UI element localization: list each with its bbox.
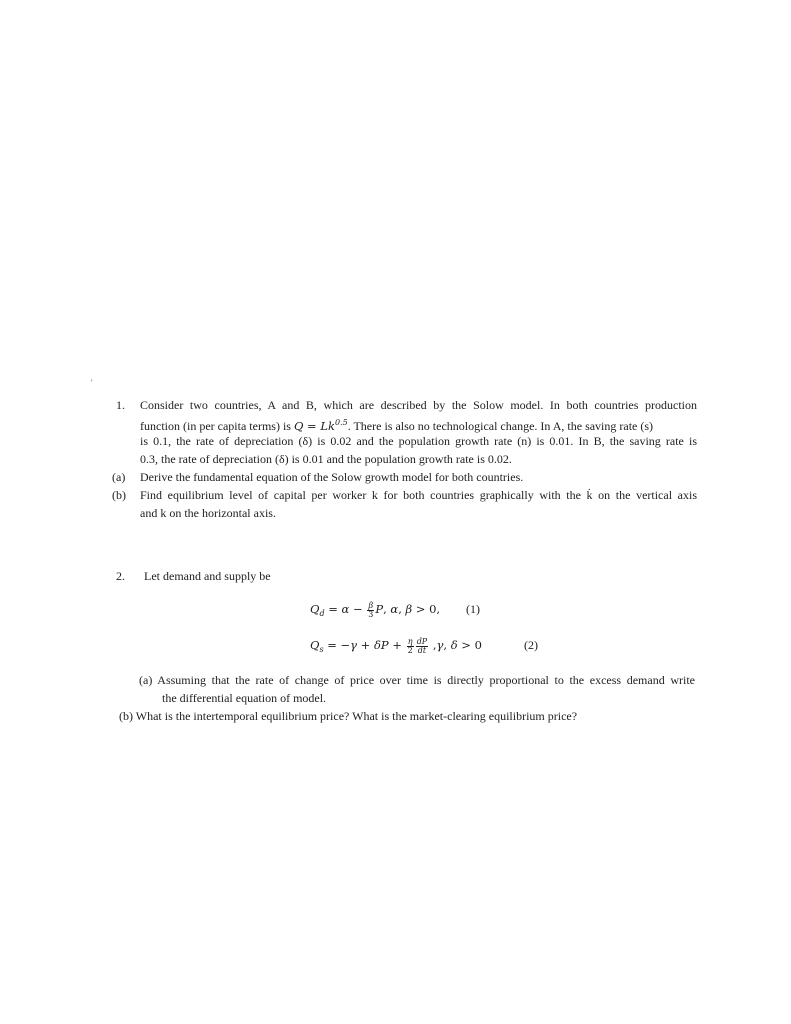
q1-number: 1.	[116, 398, 125, 412]
q2-number: 2.	[116, 569, 125, 583]
stray-mark: '	[91, 378, 93, 388]
q1-line-3: is 0.1, the rate of depreciation (δ) is 0.02 and the population growth rate (n) is 0.01. In B, the saving rate is	[140, 434, 697, 448]
q2-a-line-1: (a) Assuming that the rate of change of price over time is directly proportional to the excess demand write	[139, 673, 695, 687]
production-function: $Q = Lk^{0.5}$	[293, 418, 348, 433]
q1-line-2-pre: function (in per capita terms) is	[140, 419, 294, 433]
q1-line-4: 0.3, the rate of depreciation (δ) is 0.01 and the population growth rate is 0.02.	[140, 452, 512, 466]
q1-b-label: (b)	[112, 488, 126, 502]
eq1-number: (1)	[466, 602, 480, 616]
supply-equation: $Q_s = -\gamma + \delta P$ + $\frac{\eta}{2}$ $\frac{dP}{dt}$ ,γ, δ > 0	[310, 636, 482, 655]
q1-a-text: Derive the fundamental equation of the Solow growth model for both countries.	[140, 470, 524, 484]
eq2-number: (2)	[524, 638, 538, 652]
q2-a-line-2: the differential equation of model.	[162, 691, 327, 705]
q1-line-2-post: . There is also no technological change. In A, the saving rate (s)	[347, 419, 654, 433]
q1-a-label: (a)	[112, 470, 126, 484]
q2-intro: Let demand and supply be	[144, 569, 271, 583]
q2-b-text: (b) What is the intertemporal equilibrium price? What is the market-clearing equilibrium price?	[119, 709, 578, 723]
demand-equation: $Q_d = \alpha$ − $\frac{\beta}{3}$ P, α, β > 0,	[310, 600, 441, 619]
q1-line-1: Consider two countries, A and B, which are described by the Solow model. In both countries production	[140, 398, 697, 412]
q1-b-line-1: Find equilibrium level of capital per worker k for both countries graphically with the k̇ on the vertical axis	[140, 488, 697, 502]
q1-b-line-2: and k on the horizontal axis.	[140, 506, 276, 520]
